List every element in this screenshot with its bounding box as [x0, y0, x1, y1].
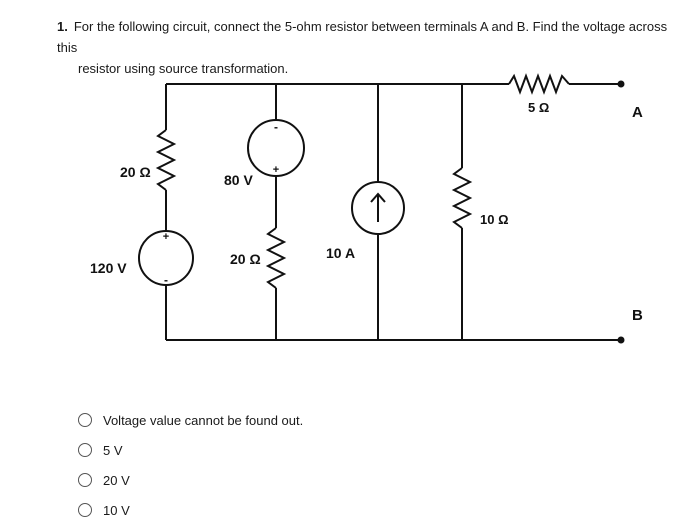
option-label: 20 V [103, 472, 130, 488]
resistor-5-ohm [509, 76, 569, 92]
label-terminal-a: A [632, 104, 643, 121]
resistor-20-ohm-middle [268, 228, 284, 288]
current-arrow-icon [371, 194, 385, 222]
option-label: 5 V [103, 442, 123, 458]
option-20v[interactable] [78, 465, 303, 495]
label-r-5-ohm: 5 Ω [528, 100, 550, 115]
resistor-20-ohm-left [158, 130, 174, 190]
v120-minus-mark: - [164, 273, 168, 287]
terminal-a-dot [618, 81, 625, 88]
question-line-2: resistor using source transformation. [78, 61, 289, 76]
radio-button[interactable] [78, 503, 92, 517]
answer-options [78, 405, 303, 525]
v80-minus-mark: - [274, 120, 278, 134]
label-terminal-b: B [632, 307, 643, 324]
terminal-b-dot [618, 337, 625, 344]
option-label: Voltage value cannot be found out. [103, 412, 304, 428]
label-r-10-ohm: 10 Ω [480, 212, 509, 227]
question-number: 1. [57, 19, 68, 34]
radio-button[interactable] [78, 413, 92, 427]
resistor-10-ohm [454, 168, 470, 228]
v80-plus-mark: + [272, 164, 280, 176]
option-cannot-be-found[interactable] [78, 405, 303, 435]
option-5v[interactable] [78, 435, 303, 465]
option-10v[interactable] [78, 495, 303, 525]
label-80v: 80 V [224, 172, 253, 188]
v120-plus-mark: + [162, 231, 170, 243]
label-r-20-ohm-middle: 20 Ω [230, 251, 261, 267]
option-label: 10 V [103, 502, 130, 518]
radio-button[interactable] [78, 443, 92, 457]
label-120v: 120 V [90, 260, 127, 276]
question-line-1: For the following circuit, connect the 5-ohm resistor between terminals A and B. Find the voltage across this [57, 19, 668, 55]
label-r-20-ohm-left: 20 Ω [120, 164, 151, 180]
label-10a: 10 A [326, 245, 356, 261]
radio-button[interactable] [78, 473, 92, 487]
